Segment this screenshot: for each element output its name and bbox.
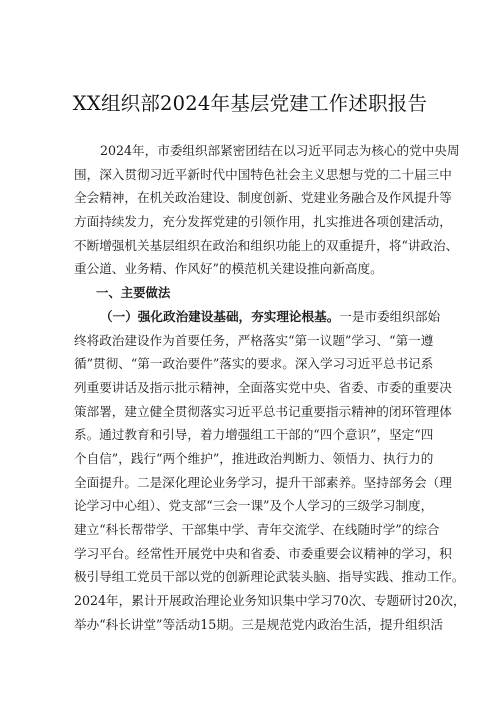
section-heading: 一、主要做法 (96, 285, 171, 301)
document-body (74, 139, 466, 636)
intro-paragraph-line: 重公道、业务精、作风好”的模范机关建设推向新高度。 (74, 261, 383, 277)
body-paragraph-line: 系。通过教育和引导，着力增强组工干部的“四个意识”，坚定“四 (74, 427, 434, 443)
body-paragraph-line: 个自信”，践行“两个维护”，推进政治判断力、领悟力、执行力的 (74, 450, 434, 466)
intro-paragraph-line: 围，深入贯彻习近平新时代中国特色社会主义思想与党的二十届三中 (74, 166, 452, 182)
intro-paragraph-line: 方面持续发力，充分发挥党建的引领作用，扎实推进各项创建活动， (74, 214, 452, 230)
subsection-first-line-text: 一是市委组织部始 (339, 308, 441, 324)
intro-paragraph-line: 2024年，市委组织部紧密团结在以习近平同志为核心的党中央周 (100, 143, 460, 158)
body-paragraph-line: 极引导组工党员干部以党的创新理论武装头脑、指导实践、推动工作。 (74, 569, 465, 585)
body-paragraph-line: 策部署，建立健全贯彻落实习近平总书记重要指示精神的闭环管理体 (74, 403, 452, 419)
subsection-heading: （一）强化政治建设基础，夯实理论根基。 (100, 308, 340, 324)
intro-paragraph-line: 不断增强机关基层组织在政治和组织功能上的双重提升，将“讲政治、 (74, 237, 459, 253)
body-paragraph-line: 举办“科长讲堂”等活动15期。三是规范党内政治生活，提升组织活 (74, 616, 443, 632)
body-paragraph-line: 全面提升。二是深化理论业务学习，提升干部素养。坚持部务会（理 (74, 474, 452, 490)
body-paragraph-line: 2024年，累计开展政治理论业务知识集中学习70次、专题研讨20次， (74, 593, 466, 609)
body-paragraph-line: 学习平台。经常性开展党中央和省委、市委重要会议精神的学习，积 (74, 545, 452, 561)
document-title: XX组织部2024年基层党建工作述职报告 (72, 92, 428, 115)
intro-paragraph-line: 全会精神，在机关政治建设、制度创新、党建业务融合及作风提升等 (74, 190, 452, 206)
body-paragraph-line: 论学习中心组）、党支部“三会一课”及个人学习的三级学习制度， (74, 498, 434, 514)
subsection-first-line (74, 305, 441, 329)
body-paragraph-line: 终将政治建设作为首要任务，严格落实“第一议题”学习、“第一遵 (74, 332, 434, 348)
body-paragraph-line: 建立“科长帮带学、干部集中学、青年交流学、在线随时学”的综合 (74, 522, 440, 537)
body-paragraph-line: 列重要讲话及指示批示精神，全面落实党中央、省委、市委的重要决 (74, 379, 452, 395)
body-paragraph-line: 循”贯彻、“第一政治要件”落实的要求。深入学习习近平总书记系 (74, 356, 434, 372)
